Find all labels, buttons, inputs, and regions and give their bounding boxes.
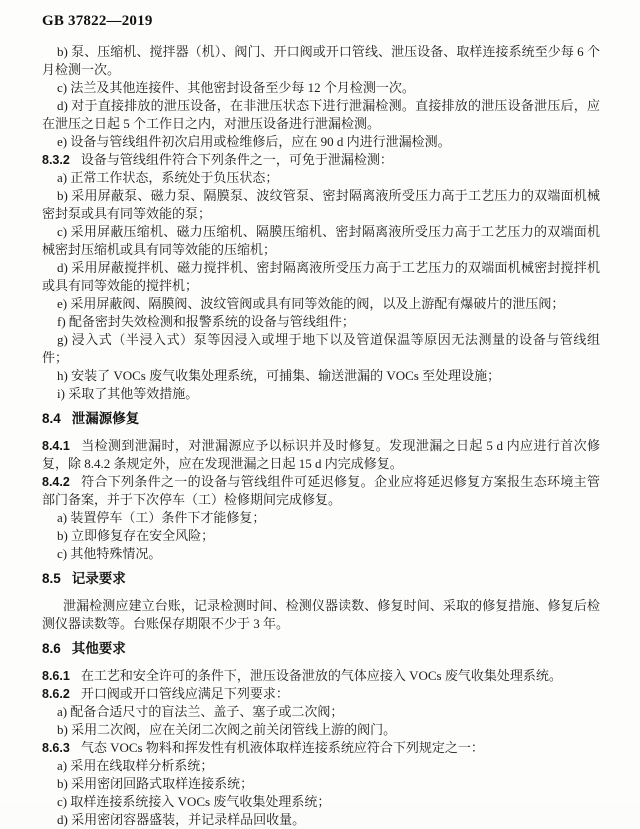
clause-8-4-2 <box>42 473 600 509</box>
list-item: a) 采用在线取样分析系统； <box>57 758 214 773</box>
clause-text: 气态 VOCs 物料和挥发性有机液体取样连接系统应符合下列规定之一： <box>80 740 484 755</box>
clause-number: 8.3.2 <box>42 153 70 167</box>
clause-number: 8.4.2 <box>42 475 70 489</box>
list-item: h) 安装了 VOCs 废气收集处理系统，可捕集、输送泄漏的 VOCs 至处理设施； <box>57 368 501 383</box>
list-item: a) 配备合适尺寸的盲法兰、盖子、塞子或二次阀； <box>57 704 344 719</box>
clause-number: 8.6.1 <box>42 669 70 683</box>
section-title: 泄漏源修复 <box>71 411 140 426</box>
standard-number: GB 37822—2019 <box>42 13 153 29</box>
clause-text: 符合下列条件之一的设备与管线组件可延迟修复。企业应将延迟修复方案报生态环境主管部门备案，并于下次停车（工）检修期间完成修复。 <box>42 474 600 507</box>
list-item: b) 立即修复存在安全风险； <box>57 528 215 543</box>
list-item: f) 配备密封失效检测和报警系统的设备与管线组件； <box>57 314 355 329</box>
list-item: c) 取样连接系统接入 VOCs 废气收集处理系统； <box>57 794 331 809</box>
list-item: b) 采用屏蔽泵、磁力泵、隔膜泵、波纹管泵、密封隔离液所受压力高于工艺压力的双端面机械密封泵或具有同等效能的泵； <box>42 188 600 221</box>
clause-text: 设备与管线组件符合下列条件之一，可免于泄漏检测： <box>80 152 393 167</box>
list-item: d) 采用密闭容器盛装，并记录样品回收量。 <box>57 812 306 827</box>
clause-8-6-3 <box>42 739 600 757</box>
list-item: c) 法兰及其他连接件、其他密封设备至少每 12 个月检测一次。 <box>57 80 415 95</box>
list-item: c) 采用屏蔽压缩机、磁力压缩机、隔膜压缩机、密封隔离液所受压力高于工艺压力的双端面机械密封压缩机或具有同等效能的压缩机； <box>42 224 600 257</box>
document-body <box>42 43 600 829</box>
list-item: a) 正常工作状态，系统处于负压状态； <box>57 170 279 185</box>
section-number: 8.6 <box>42 641 61 656</box>
list-item: e) 设备与管线组件初次启用或检维修后，应在 90 d 内进行泄漏检测。 <box>57 134 451 149</box>
clause-text: 开口阀或开口管线应满足下列要求： <box>80 686 289 701</box>
clause-8-4-1 <box>42 437 600 473</box>
section-heading-8-6 <box>42 640 600 658</box>
list-item: b) 采用二次阀，应在关闭二次阀之前关闭管线上游的阀门。 <box>57 722 397 737</box>
list-item: e) 采用屏蔽阀、隔膜阀、波纹管阀或具有同等效能的阀，以及上游配有爆破片的泄压阀； <box>57 296 565 311</box>
section-title: 记录要求 <box>71 571 126 586</box>
list-item: a) 装置停车（工）条件下才能修复； <box>57 510 266 525</box>
clause-8-3-2 <box>42 151 600 169</box>
clause-number: 8.4.1 <box>42 439 70 453</box>
paragraph: 泄漏检测应建立台账，记录检测时间、检测仪器读数、修复时间、采取的修复措施、修复后检测仪器读数等。台账保存期限不少于 3 年。 <box>42 598 600 631</box>
clause-number: 8.6.3 <box>42 741 70 755</box>
list-item: b) 泵、压缩机、搅拌器（机）、阀门、开口阀或开口管线、泄压设备、取样连接系统至少每 6 个月检测一次。 <box>42 44 600 77</box>
section-heading-8-4 <box>42 410 600 428</box>
section-heading-8-5 <box>42 570 600 588</box>
list-item: c) 其他特殊情况。 <box>57 546 162 561</box>
section-title: 其他要求 <box>71 641 126 656</box>
list-item: i) 采取了其他等效措施。 <box>57 386 199 401</box>
list-item: g) 浸入式（半浸入式）泵等因浸入或埋于地下以及管道保温等原因无法测量的设备与管线组件； <box>42 332 600 365</box>
clause-text: 在工艺和安全许可的条件下，泄压设备泄放的气体应接入 VOCs 废气收集处理系统。 <box>80 668 562 683</box>
clause-number: 8.6.2 <box>42 687 70 701</box>
clause-8-6-2 <box>42 685 600 703</box>
list-item: b) 采用密闭回路式取样连接系统； <box>57 776 254 791</box>
section-number: 8.4 <box>42 411 61 426</box>
list-item: d) 对于直接排放的泄压设备，在非泄压状态下进行泄漏检测。直接排放的泄压设备泄压后，应在泄压之日起 5 个工作日之内，对泄压设备进行泄漏检测。 <box>42 98 600 131</box>
clause-text: 当检测到泄漏时，对泄漏源应予以标识并及时修复。发现泄漏之日起 5 d 内应进行首次修复，除 8.4.2 条规定外，应在发现泄漏之日起 15 d 内完成修复。 <box>42 438 600 471</box>
section-number: 8.5 <box>42 571 61 586</box>
clause-8-6-1 <box>42 667 600 685</box>
list-item: d) 采用屏蔽搅拌机、磁力搅拌机、密封隔离液所受压力高于工艺压力的双端面机械密封搅拌机或具有同等效能的搅拌机； <box>42 260 600 293</box>
